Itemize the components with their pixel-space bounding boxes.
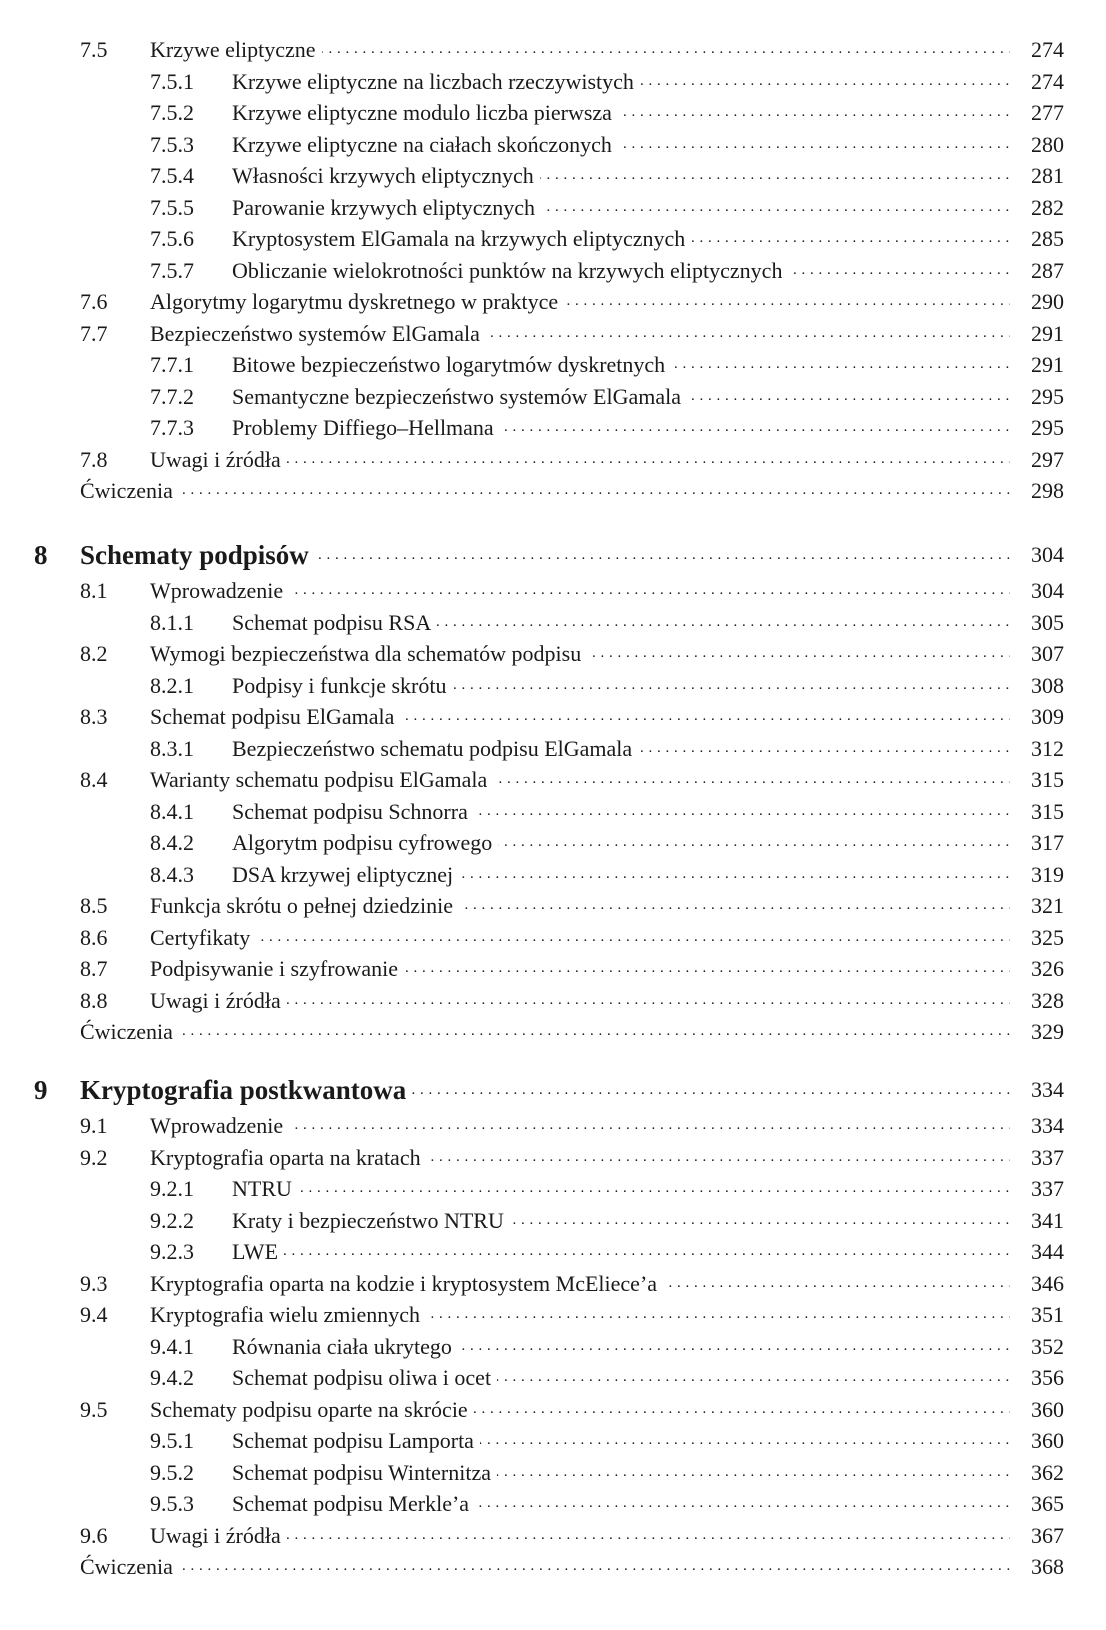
toc-entry[interactable] — [0, 1331, 1106, 1363]
toc-entry-number: 9.2.1 — [150, 1176, 194, 1201]
toc-entry-page-number: 321 — [1031, 893, 1064, 918]
toc-entry-page-number: 334 — [1031, 1077, 1064, 1102]
toc-entry-title-leader — [232, 412, 1010, 444]
toc-block-chapter-9 — [0, 1070, 1106, 1583]
toc-entry-number: 8.8 — [80, 987, 108, 1013]
toc-entry[interactable] — [0, 1299, 1106, 1331]
toc-entry-title: LWE — [232, 1239, 284, 1264]
toc-block-chapter-7 — [0, 34, 1106, 507]
toc-entry-number: 8.1.1 — [150, 609, 194, 635]
toc-entry-number: 8.4 — [80, 767, 108, 792]
toc-entry-title: Ćwiczenia — [80, 1554, 179, 1579]
toc-entry-page-number: 285 — [1031, 226, 1064, 251]
toc-entry-number: 9.4.1 — [150, 1333, 194, 1359]
toc-entry-page-number: 305 — [1031, 609, 1064, 635]
toc-entry-title: Schemat podpisu Winternitza — [232, 1460, 497, 1485]
toc-entry-title-leader — [150, 318, 1010, 350]
toc-entry[interactable] — [0, 475, 1106, 507]
toc-entry-title-leader — [150, 286, 1010, 318]
toc-chapter-entry[interactable] — [0, 1070, 1106, 1110]
toc-entry-number: 8.5 — [80, 893, 108, 918]
toc-entry-page-number: 281 — [1031, 163, 1064, 188]
toc-entry-title-leader — [232, 1331, 1010, 1363]
toc-entry[interactable] — [0, 1173, 1106, 1205]
toc-entry-title: Kryptosystem ElGamala na krzywych eliptycznych — [232, 226, 691, 251]
toc-entry-number: 9.5.1 — [150, 1428, 194, 1453]
toc-entry-title-leader — [150, 890, 1010, 922]
toc-entry-page-number: 337 — [1031, 1144, 1064, 1170]
toc-entry-title-leader — [80, 1070, 1010, 1112]
toc-entry[interactable] — [0, 1394, 1106, 1426]
toc-entry-page-number: 309 — [1031, 704, 1064, 729]
toc-entry[interactable] — [0, 381, 1106, 413]
toc-entry-page-number: 297 — [1031, 446, 1064, 472]
toc-entry-page-number: 295 — [1031, 415, 1064, 440]
toc-entry-number: 8.2 — [80, 641, 108, 666]
toc-entry-title: Problemy Diffiego–Hellmana — [232, 415, 500, 440]
toc-entry-title-leader — [232, 1457, 1010, 1489]
toc-entry-page-number: 325 — [1031, 924, 1064, 950]
toc-entry[interactable] — [0, 66, 1106, 98]
toc-entry-page-number: 298 — [1031, 478, 1064, 503]
toc-entry-title-leader — [232, 1425, 1010, 1457]
toc-entry-page-number: 295 — [1031, 383, 1064, 409]
toc-entry-number: 8 — [34, 540, 48, 570]
toc-entry-number: 8.1 — [80, 578, 108, 603]
toc-entry-title-leader — [150, 953, 1010, 985]
toc-entry-page-number: 282 — [1031, 194, 1064, 220]
toc-entry-title: Semantyczne bezpieczeństwo systemów ElGamala — [232, 384, 687, 409]
toc-entry-title: Warianty schematu podpisu ElGamala — [150, 767, 493, 792]
toc-entry-title: NTRU — [232, 1176, 298, 1201]
toc-entry-page-number: 312 — [1031, 735, 1064, 761]
toc-entry-page-number: 328 — [1031, 987, 1064, 1013]
toc-entry-number: 8.4.2 — [150, 830, 194, 855]
toc-entry-title: Równania ciała ukrytego — [232, 1334, 458, 1359]
toc-entry-title: Certyfikaty — [150, 925, 256, 950]
toc-entry-title-leader — [232, 1488, 1010, 1520]
toc-entry-page-number: 337 — [1031, 1176, 1064, 1201]
toc-entry-page-number: 317 — [1031, 830, 1064, 855]
toc-entry-title-leader — [232, 827, 1010, 859]
toc-entry-number: 9.5.3 — [150, 1491, 194, 1516]
toc-entry[interactable] — [0, 444, 1106, 476]
toc-entry-page-number: 329 — [1031, 1019, 1064, 1044]
toc-entry[interactable] — [0, 1457, 1106, 1489]
toc-entry-title-leader — [232, 66, 1010, 98]
toc-entry-title-leader — [80, 535, 1010, 577]
toc-entry-title-leader — [150, 922, 1010, 954]
toc-entry-page-number: 315 — [1031, 798, 1064, 824]
toc-entry[interactable] — [0, 1425, 1106, 1457]
toc-entry-page-number: 368 — [1031, 1554, 1064, 1579]
toc-entry-page-number: 356 — [1031, 1365, 1064, 1390]
toc-entry-title: Bitowe bezpieczeństwo logarytmów dyskretnych — [232, 352, 671, 377]
toc-entry[interactable] — [0, 223, 1106, 255]
toc-entry-page-number: 351 — [1031, 1302, 1064, 1327]
toc-entry-number: 9.4 — [80, 1302, 108, 1327]
toc-entry-page-number: 341 — [1031, 1207, 1064, 1233]
toc-entry-number: 8.7 — [80, 956, 108, 981]
toc-entry-page-number: 319 — [1031, 861, 1064, 887]
toc-entry-number: 7.5.4 — [150, 163, 194, 188]
toc-entry-title-leader — [150, 1394, 1010, 1426]
toc-entry-number: 7.7 — [80, 320, 108, 346]
toc-entry[interactable] — [0, 192, 1106, 224]
toc-entry-title-leader — [232, 381, 1010, 413]
toc-entry-page-number: 308 — [1031, 672, 1064, 698]
toc-entry[interactable] — [0, 1520, 1106, 1552]
toc-entry[interactable] — [0, 701, 1106, 733]
toc-entry-page-number: 274 — [1031, 37, 1064, 62]
toc-entry-number: 7.8 — [80, 446, 108, 472]
toc-entry-title: Bezpieczeństwo systemów ElGamala — [150, 321, 486, 346]
toc-entry-title: Uwagi i źródła — [150, 988, 287, 1013]
toc-entry-number: 7.6 — [80, 289, 108, 314]
toc-entry-number: 9.2 — [80, 1144, 108, 1170]
toc-entry-page-number: 277 — [1031, 100, 1064, 125]
toc-entry-number: 9 — [34, 1075, 48, 1105]
toc-entry-number: 8.2.1 — [150, 672, 194, 698]
toc-entry-title: Podpisywanie i szyfrowanie — [150, 956, 404, 981]
toc-entry-title-leader — [150, 701, 1010, 733]
toc-entry[interactable] — [0, 286, 1106, 318]
toc-entry-title-leader — [232, 1173, 1010, 1205]
toc-entry-number: 8.6 — [80, 924, 108, 950]
toc-entry-title: Schemat podpisu RSA — [232, 610, 437, 635]
toc-entry-title: Podpisy i funkcje skrótu — [232, 673, 453, 698]
toc-entry[interactable] — [0, 607, 1106, 639]
toc-entry-title: DSA krzywej eliptycznej — [232, 862, 459, 887]
toc-entry[interactable] — [0, 733, 1106, 765]
toc-entry-number: 7.5 — [80, 37, 108, 62]
toc-entry-title-leader — [232, 859, 1010, 891]
toc-entry-page-number: 291 — [1031, 352, 1064, 377]
toc-entry-title: Parowanie krzywych eliptycznych — [232, 195, 541, 220]
toc-entry-title: Wprowadzenie — [150, 578, 289, 603]
toc-entry-page-number: 346 — [1031, 1270, 1064, 1296]
toc-entry-title-leader — [232, 160, 1010, 192]
toc-entry-number: 7.5.6 — [150, 226, 194, 251]
toc-entry-title-leader — [232, 129, 1010, 161]
toc-entry-title: Własności krzywych eliptycznych — [232, 163, 540, 188]
toc-entry-title-leader — [232, 192, 1010, 224]
toc-entry-title-leader — [150, 638, 1010, 670]
toc-entry-title-leader — [150, 1520, 1010, 1552]
toc-entry-number: 7.7.2 — [150, 383, 194, 409]
toc-entry-title: Obliczanie wielokrotności punktów na krzywych eliptycznych — [232, 258, 788, 283]
toc-entry-title-leader — [150, 34, 1010, 66]
toc-entry[interactable] — [0, 985, 1106, 1017]
toc-entry-page-number: 326 — [1031, 956, 1064, 981]
toc-entry-page-number: 344 — [1031, 1239, 1064, 1264]
toc-entry[interactable] — [0, 1205, 1106, 1237]
toc-entry-page-number: 362 — [1031, 1459, 1064, 1485]
toc-entry-number: 7.5.5 — [150, 194, 194, 220]
toc-entry-number: 9.1 — [80, 1113, 108, 1138]
toc-entry-title-leader — [232, 1205, 1010, 1237]
toc-entry[interactable] — [0, 1236, 1106, 1268]
toc-entry-page-number: 315 — [1031, 767, 1064, 792]
toc-entry-number: 9.5.2 — [150, 1459, 194, 1485]
toc-entry-title: Schemat podpisu ElGamala — [150, 704, 400, 729]
toc-entry-title: Schematy podpisu oparte na skrócie — [150, 1397, 474, 1422]
toc-entry-number: 9.3 — [80, 1270, 108, 1296]
toc-entry[interactable] — [0, 34, 1106, 66]
toc-entry-title: Algorytm podpisu cyfrowego — [232, 830, 498, 855]
toc-entry-title-leader — [232, 97, 1010, 129]
toc-entry-title: Ćwiczenia — [80, 478, 179, 503]
toc-entry[interactable] — [0, 670, 1106, 702]
toc-entry-title-leader — [232, 607, 1010, 639]
toc-entry[interactable] — [0, 255, 1106, 287]
toc-entry-title: Schemat podpisu oliwa i ocet — [232, 1365, 497, 1390]
toc-entry-title: Kryptografia wielu zmiennych — [150, 1302, 426, 1327]
toc-entry[interactable] — [0, 922, 1106, 954]
toc-entry-title: Krzywe eliptyczne na liczbach rzeczywistych — [232, 69, 640, 94]
toc-entry-number: 7.5.1 — [150, 68, 194, 94]
toc-entry-page-number: 360 — [1031, 1428, 1064, 1453]
toc-entry[interactable] — [0, 160, 1106, 192]
toc-entry-title: Krzywe eliptyczne — [150, 37, 322, 62]
toc-entry-page-number: 307 — [1031, 641, 1064, 666]
toc-entry-title-leader — [80, 1016, 1010, 1048]
toc-entry-title-leader — [150, 1110, 1010, 1142]
toc-entry-number: 9.4.2 — [150, 1365, 194, 1390]
toc-entry[interactable] — [0, 349, 1106, 381]
toc-entry-number: 8.4.3 — [150, 861, 194, 887]
toc-chapter-entry[interactable] — [0, 535, 1106, 575]
toc-entry-number: 7.7.3 — [150, 415, 194, 440]
toc-entry[interactable] — [0, 1016, 1106, 1048]
toc-entry-title-leader — [232, 255, 1010, 287]
toc-entry-number: 9.5 — [80, 1396, 108, 1422]
toc-entry-number: 8.4.1 — [150, 798, 194, 824]
toc-entry-title-leader — [150, 1268, 1010, 1300]
toc-entry-title-leader — [232, 670, 1010, 702]
toc-entry-title-leader — [150, 575, 1010, 607]
toc-entry[interactable] — [0, 97, 1106, 129]
toc-entry-title-leader — [232, 1236, 1010, 1268]
toc-entry-title: Schemat podpisu Lamporta — [232, 1428, 480, 1453]
toc-entry[interactable] — [0, 796, 1106, 828]
toc-entry-title: Kryptografia oparta na kratach — [150, 1145, 427, 1170]
toc-entry-page-number: 291 — [1031, 320, 1064, 346]
toc-entry-title-leader — [232, 1362, 1010, 1394]
toc-entry-page-number: 304 — [1031, 578, 1064, 603]
toc-entry[interactable] — [0, 1362, 1106, 1394]
toc-entry-title: Kryptografia postkwantowa — [80, 1075, 412, 1105]
toc-entry-page-number: 352 — [1031, 1333, 1064, 1359]
toc-entry-title: Schematy podpisów — [80, 540, 315, 570]
toc-entry[interactable] — [0, 638, 1106, 670]
toc-entry-title: Schemat podpisu Merkle’a — [232, 1491, 475, 1516]
toc-entry[interactable] — [0, 764, 1106, 796]
toc-entry[interactable] — [0, 129, 1106, 161]
toc-entry-page-number: 360 — [1031, 1396, 1064, 1422]
toc-entry-title-leader — [232, 223, 1010, 255]
toc-entry-number: 8.3.1 — [150, 735, 194, 761]
toc-entry-title-leader — [232, 796, 1010, 828]
toc-entry-title: Funkcja skrótu o pełnej dziedzinie — [150, 893, 459, 918]
toc-entry-page-number: 304 — [1031, 542, 1064, 567]
toc-entry-number: 9.6 — [80, 1522, 108, 1548]
toc-entry-title: Uwagi i źródła — [150, 1523, 287, 1548]
toc-entry-title: Schemat podpisu Schnorra — [232, 799, 474, 824]
toc-entry-title: Ćwiczenia — [80, 1019, 179, 1044]
toc-entry[interactable] — [0, 827, 1106, 859]
toc-entry-title-leader — [150, 444, 1010, 476]
toc-entry-number: 7.5.7 — [150, 257, 194, 283]
toc-entry-page-number: 274 — [1031, 68, 1064, 94]
toc-entry-title-leader — [232, 733, 1010, 765]
toc-entry-page-number: 367 — [1031, 1522, 1064, 1548]
toc-entry-title: Wprowadzenie — [150, 1113, 289, 1138]
toc-entry[interactable] — [0, 1268, 1106, 1300]
toc-entry[interactable] — [0, 1110, 1106, 1142]
toc-entry[interactable] — [0, 859, 1106, 891]
toc-entry-page-number: 287 — [1031, 257, 1064, 283]
toc-entry-title: Krzywe eliptyczne modulo liczba pierwsza — [232, 100, 618, 125]
toc-entry-title-leader — [232, 349, 1010, 381]
toc-entry-title: Wymogi bezpieczeństwa dla schematów podpisu — [150, 641, 587, 666]
toc-block-chapter-8 — [0, 535, 1106, 1048]
toc-entry-title: Kryptografia oparta na kodzie i kryptosystem McEliece’a — [150, 1271, 663, 1296]
toc-entry[interactable] — [0, 890, 1106, 922]
toc-entry-number: 7.7.1 — [150, 352, 194, 377]
toc-entry-title-leader — [150, 764, 1010, 796]
toc-entry-number: 8.3 — [80, 704, 108, 729]
toc-entry-number: 7.5.2 — [150, 100, 194, 125]
toc-entry-page-number: 280 — [1031, 131, 1064, 157]
toc-entry-title-leader — [150, 985, 1010, 1017]
toc-entry[interactable] — [0, 1551, 1106, 1583]
toc-entry-title: Bezpieczeństwo schematu podpisu ElGamala — [232, 736, 638, 761]
toc-entry[interactable] — [0, 318, 1106, 350]
toc-entry-page-number: 334 — [1031, 1113, 1064, 1138]
toc-entry[interactable] — [0, 575, 1106, 607]
toc-entry-title-leader — [150, 1299, 1010, 1331]
toc-entry-title: Uwagi i źródła — [150, 447, 287, 472]
toc-entry-number: 9.2.3 — [150, 1239, 194, 1264]
toc-entry[interactable] — [0, 953, 1106, 985]
toc-entry-title-leader — [150, 1142, 1010, 1174]
toc-entry-title-leader — [80, 1551, 1010, 1583]
toc-entry-title-leader — [80, 475, 1010, 507]
toc-entry-page-number: 290 — [1031, 289, 1064, 314]
toc-entry[interactable] — [0, 1142, 1106, 1174]
toc-entry-title: Algorytmy logarytmu dyskretnego w praktyce — [150, 289, 564, 314]
toc-entry-page-number: 365 — [1031, 1491, 1064, 1516]
toc-entry-title: Krzywe eliptyczne na ciałach skończonych — [232, 132, 618, 157]
toc-entry-number: 7.5.3 — [150, 131, 194, 157]
toc-entry-title: Kraty i bezpieczeństwo NTRU — [232, 1208, 510, 1233]
toc-entry-number: 9.2.2 — [150, 1207, 194, 1233]
toc-entry[interactable] — [0, 1488, 1106, 1520]
toc-entry[interactable] — [0, 412, 1106, 444]
